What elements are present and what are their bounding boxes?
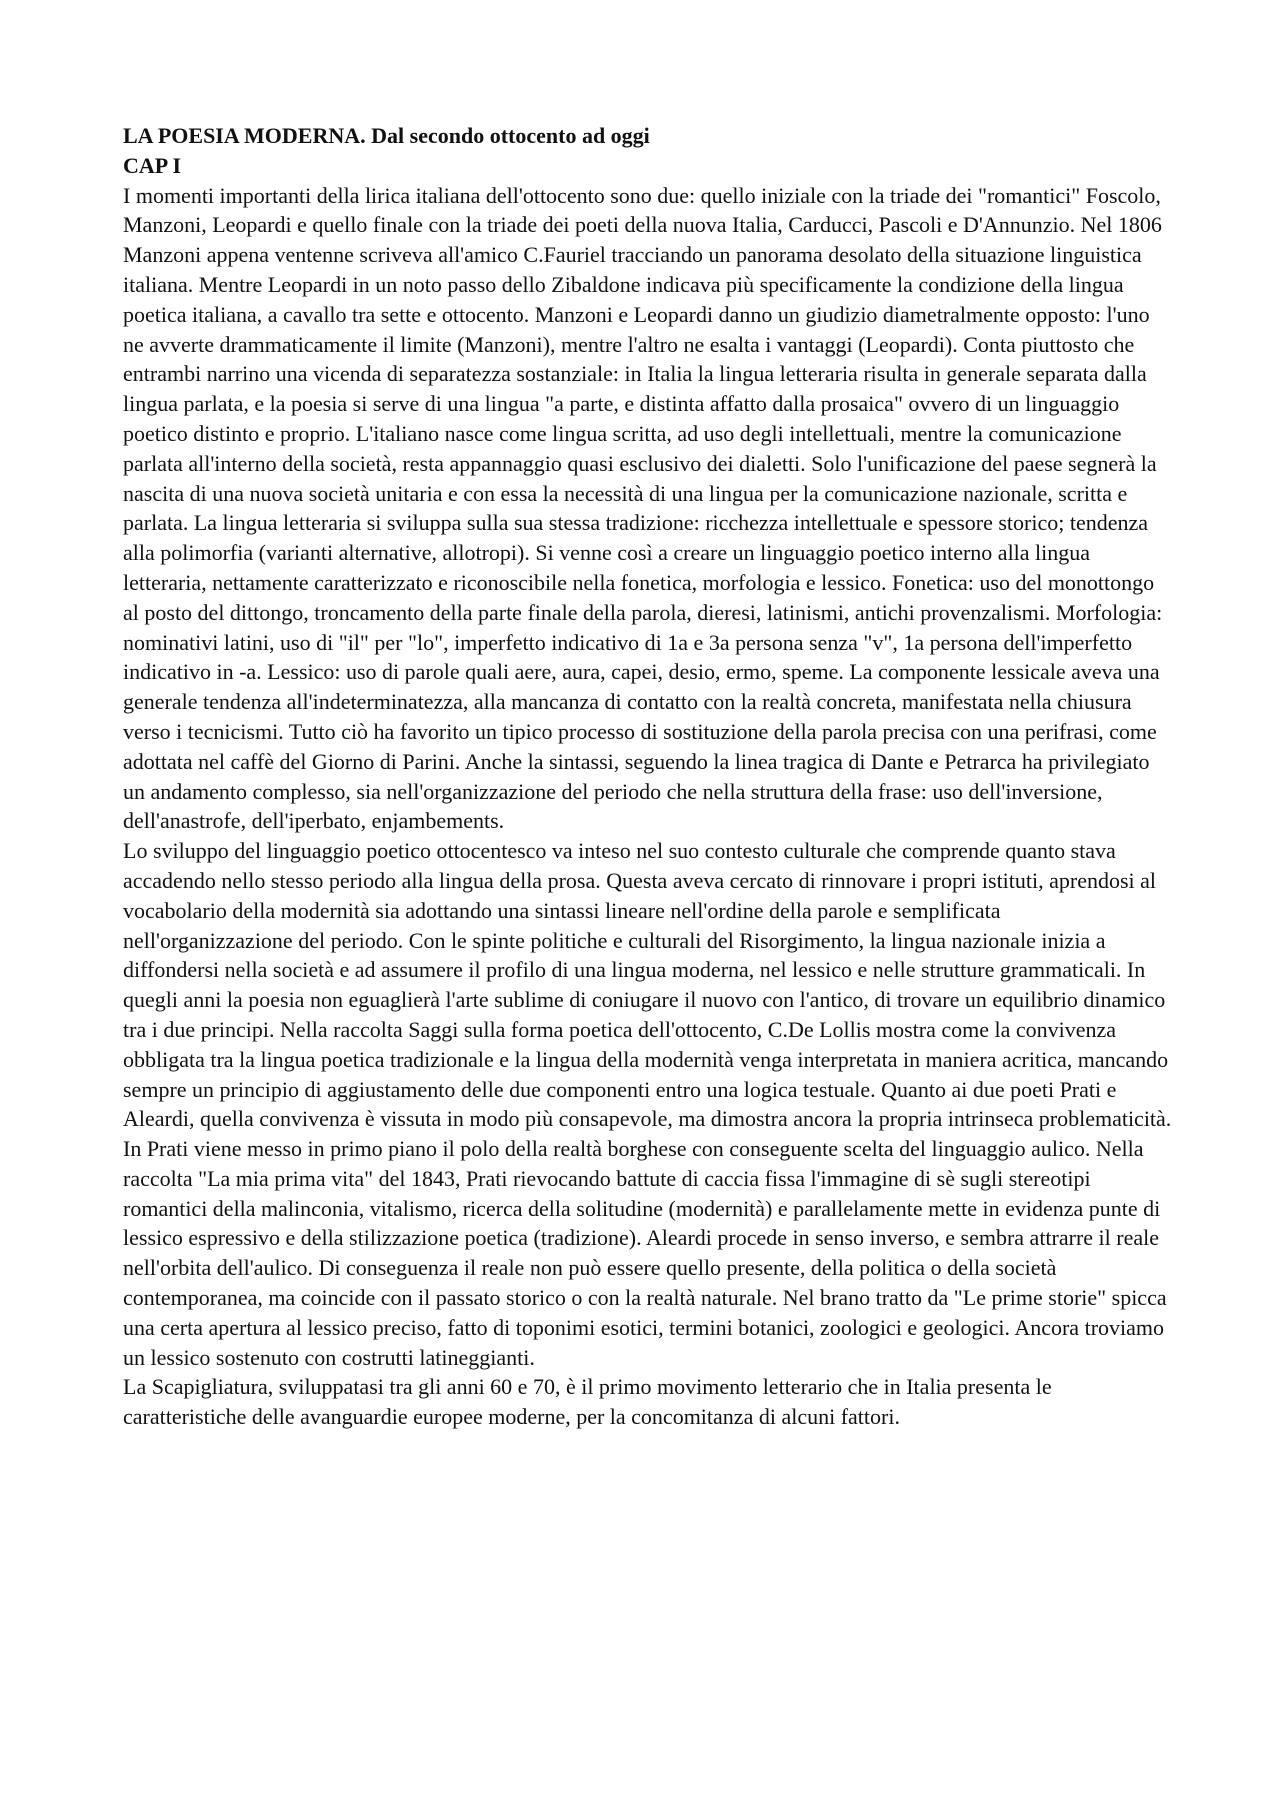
document-page [123, 121, 1175, 1432]
document-title: LA POESIA MODERNA. Dal secondo ottocento ad oggi [123, 123, 650, 148]
paragraph-2: Lo sviluppo del linguaggio poetico ottocentesco va inteso nel suo contesto culturale che comprende quanto stava accadendo nello stesso periodo alla lingua della prosa. Questa aveva cercato di rinnovare i propri istituti, aprendosi al vocabolario della modernità sia adottando una sintassi lineare nell'ordine della parole e semplificata nell'organizzazione del periodo. Con le spinte politiche e culturali del Risorgimento, la lingua nazionale inizia a diffondersi nella società e ad assumere il profilo di una lingua moderna, nel lessico e nelle strutture grammaticali. In quegli anni la poesia non eguaglierà l'arte sublime di coniugare il nuovo con l'antico, di trovare un equilibrio dinamico tra i due principi. Nella raccolta Saggi sulla forma poetica dell'ottocento, C.De Lollis mostra come la convivenza obbligata tra la lingua poetica tradizionale e la lingua della modernità venga interpretata in maniera acritica, mancando sempre un principio di aggiustamento delle due componenti entro una logica testuale. Quanto ai due poeti Prati e Aleardi, quella convivenza è vissuta in modo più consapevole, ma dimostra ancora la propria intrinseca problematicità. In Prati viene messo in primo piano il polo della realtà borghese con conseguente scelta del linguaggio aulico. Nella raccolta "La mia prima vita" del 1843, Prati rievocando battute di caccia fissa l'immagine di sè sugli stereotipi romantici della malinconia, vitalismo, ricerca della solitudine (modernità) e parallelamente mette in evidenza punte di lessico espressivo e della stilizzazione poetica (tradizione). Aleardi procede in senso inverso, e sembra attrarre il reale nell'orbita dell'aulico. Di conseguenza il reale non può essere quello presente, della politica o della società contemporanea, ma coincide con il passato storico o con la realtà naturale. Nel brano tratto da "Le prime storie" spicca una certa apertura al lessico preciso, fatto di toponimi esotici, termini botanici, zoologici e geologici. Ancora troviamo un lessico sostenuto con costrutti latineggianti. [123, 838, 1172, 1370]
chapter-heading: CAP I [123, 152, 182, 178]
paragraph-3: La Scapigliatura, sviluppatasi tra gli anni 60 e 70, è il primo movimento letterario che in Italia presenta le caratteristiche delle avanguardie europee moderne, per la concomitanza di alcuni fattori. [123, 1374, 1052, 1430]
paragraph-1: I momenti importanti della lirica italiana dell'ottocento sono due: quello iniziale con la triade dei "romantici" Foscolo, Manzoni, Leopardi e quello finale con la triade dei poeti della nuova Italia, Carducci, Pascoli e D'Annunzio. Nel 1806 Manzoni appena ventenne scriveva all'amico C.Fauriel tracciando un panorama desolato della situazione linguistica italiana. Mentre Leopardi in un noto passo dello Zibaldone indicava più specificamente la condizione della lingua poetica italiana, a cavallo tra sette e ottocento. Manzoni e Leopardi danno un giudizio diametralmente opposto: l'uno ne avverte drammaticamente il limite (Manzoni), mentre l'altro ne esalta i vantaggi (Leopardi). Conta piuttosto che entrambi narrino una vicenda di separatezza sostanziale: in Italia la lingua letteraria risulta in generale separata dalla lingua parlata, e la poesia si serve di una lingua "a parte, e distinta affatto dalla prosaica" ovvero di un linguaggio poetico distinto e proprio. L'italiano nasce come lingua scritta, ad uso degli intellettuali, mentre la comunicazione parlata all'interno della società, resta appannaggio quasi esclusivo dei dialetti. Solo l'unificazione del paese segnerà la nascita di una nuova società unitaria e con essa la necessità di una lingua per la comunicazione nazionale, scritta e parlata. La lingua letteraria si sviluppa sulla sua stessa tradizione: ricchezza intellettuale e spessore storico; tendenza alla polimorfia (varianti alternative, allotropi). Si venne così a creare un linguaggio poetico interno alla lingua letteraria, nettamente caratterizzato e riconoscibile nella fonetica, morfologia e lessico. Fonetica: uso del monottongo al posto del dittongo, troncamento della parte finale della parola, dieresi, latinismi, antichi provenzalismi. Morfologia: nominativi latini, uso di "il" per "lo", imperfetto indicativo di 1a e 3a persona senza "v", 1a persona dell'imperfetto indicativo in -a. Lessico: uso di parole quali aere, aura, capei, desio, ermo, speme. La componente lessicale aveva una generale tendenza all'indeterminatezza, alla mancanza di contatto con la realtà concreta, manifestata nella chiusura verso i tecnicismi. Tutto ciò ha favorito un tipico processo di sostituzione della parola precisa con una perifrasi, come adottata nel caffè del Giorno di Parini. Anche la sintassi, seguendo la linea tragica di Dante e Petrarca ha privilegiato un andamento complesso, sia nell'organizzazione del periodo che nella struttura della frase: uso dell'inversione, dell'anastrofe, dell'iperbato, enjambements. [123, 182, 1163, 834]
